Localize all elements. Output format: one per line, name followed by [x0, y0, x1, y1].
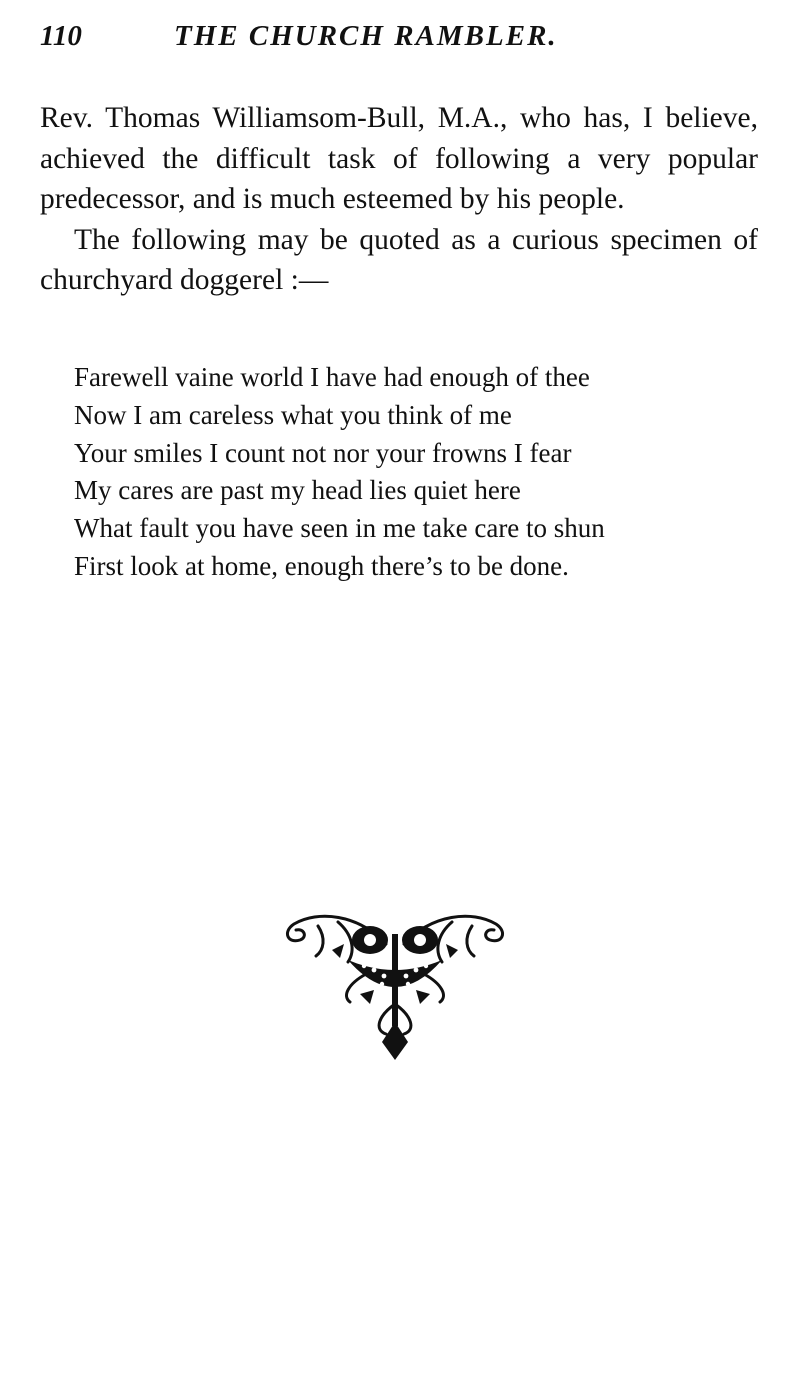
paragraph: Rev. Thomas Williamsom-Bull, M.A., who has, I believe, achieved the difficult task of following a very popular predecessor, and is much esteemed by his people. — [40, 102, 758, 215]
poem-line: Farewell vaine world I have had enough of thee — [74, 362, 590, 392]
poem-line: Now I am careless what you think of me — [74, 399, 512, 430]
paragraph: The following may be quoted as a curious specimen of churchyard doggerel :— — [40, 223, 758, 296]
epitaph-poem — [74, 359, 754, 586]
running-title: THE CHURCH RAMBLER. — [174, 20, 558, 52]
poem-line: What fault you have seen in me take care to shun — [74, 513, 605, 544]
poem-line: First look at home, enough there’s to be done. — [74, 550, 569, 581]
page-number: 110 — [40, 20, 82, 52]
floral-tailpiece-icon — [278, 904, 512, 1062]
poem-line: My cares are past my head lies quiet here — [74, 475, 521, 506]
running-header — [40, 20, 760, 60]
poem-line: Your smiles I count not nor your frowns I fear — [74, 437, 572, 468]
body-text — [40, 98, 758, 301]
